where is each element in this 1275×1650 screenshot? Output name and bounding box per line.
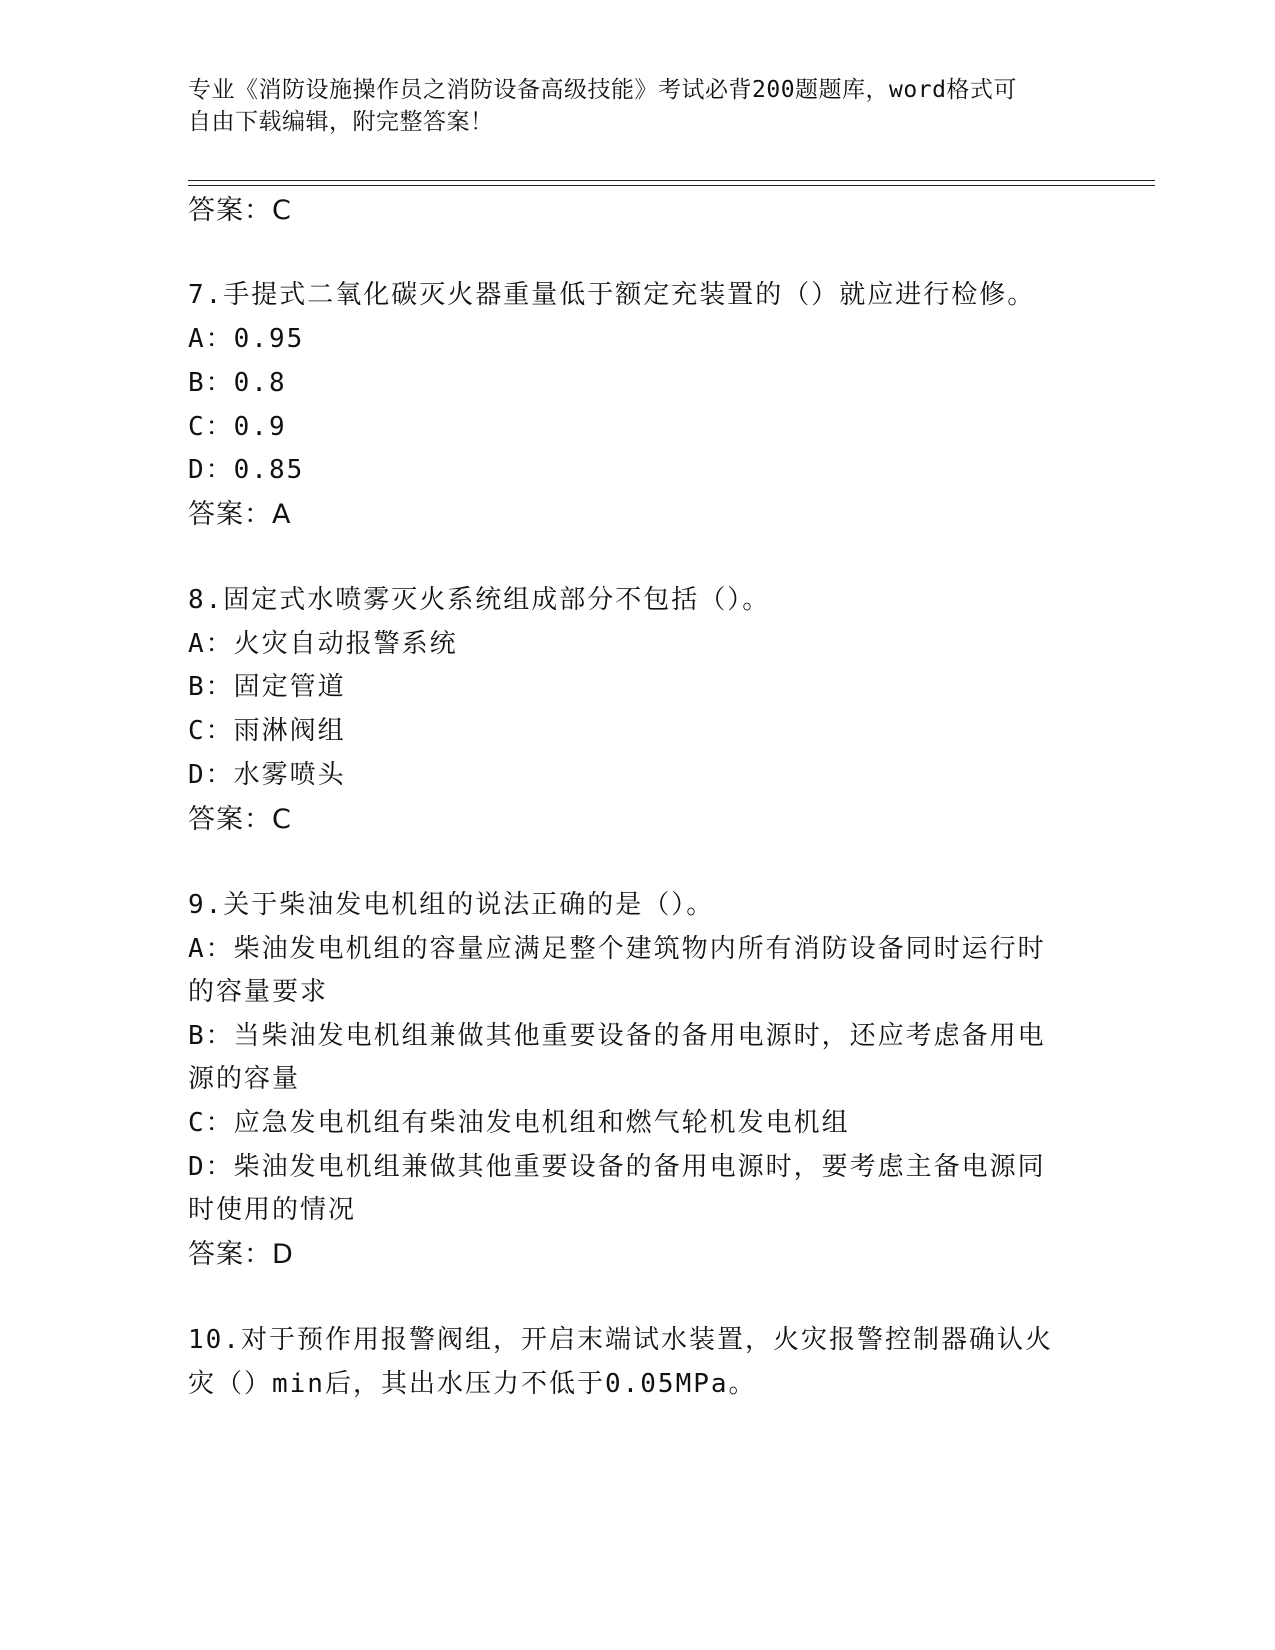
document-header [188,74,1088,138]
question-8-answer: 答案：C [188,804,292,835]
header-line-2: 自由下载编辑，附完整答案！ [188,109,494,135]
header-divider-top [188,180,1155,181]
question-7-option-b: B：0.8 [188,368,287,398]
question-8-option-d: D：水雾喷头 [188,760,346,790]
question-10-stem-cont: 灾（）min后，其出水压力不低于0.05MPa。 [188,1369,757,1399]
question-7-stem: 7.手提式二氧化碳灭火器重量低于额定充装置的（）就应进行检修。 [188,280,1036,310]
question-8-stem: 8.固定式水喷雾灭火系统组成部分不包括（）。 [188,585,771,615]
header-divider-bottom [188,185,1155,186]
question-7-option-a: A：0.95 [188,324,305,354]
header-line-1: 专业《消防设施操作员之消防设备高级技能》考试必背200题题库，word格式可 [188,77,1017,103]
question-9-stem: 9.关于柴油发电机组的说法正确的是（）。 [188,890,715,920]
question-9-option-d-cont: 时使用的情况 [188,1195,357,1225]
question-8-option-b: B：固定管道 [188,672,346,702]
question-10-stem: 10.对于预作用报警阀组，开启末端试水装置，火灾报警控制器确认火 [188,1325,1053,1355]
question-7-option-c: C：0.9 [188,412,287,442]
question-7-option-d: D：0.85 [188,455,305,485]
question-9-option-a: A：柴油发电机组的容量应满足整个建筑物内所有消防设备同时运行时 [188,934,1046,964]
question-9-option-c: C：应急发电机组有柴油发电机组和燃气轮机发电机组 [188,1108,850,1138]
question-9-answer: 答案：D [188,1239,294,1270]
previous-answer: 答案：C [188,195,292,226]
question-9-option-a-cont: 的容量要求 [188,977,329,1007]
question-9-option-b: B：当柴油发电机组兼做其他重要设备的备用电源时，还应考虑备用电 [188,1021,1046,1051]
question-8-option-a: A：火灾自动报警系统 [188,629,458,659]
question-9-option-b-cont: 源的容量 [188,1064,301,1094]
question-8-option-c: C：雨淋阀组 [188,716,346,746]
question-7-answer: 答案：A [188,499,292,530]
question-9-option-d: D：柴油发电机组兼做其他重要设备的备用电源时，要考虑主备电源同 [188,1152,1046,1182]
